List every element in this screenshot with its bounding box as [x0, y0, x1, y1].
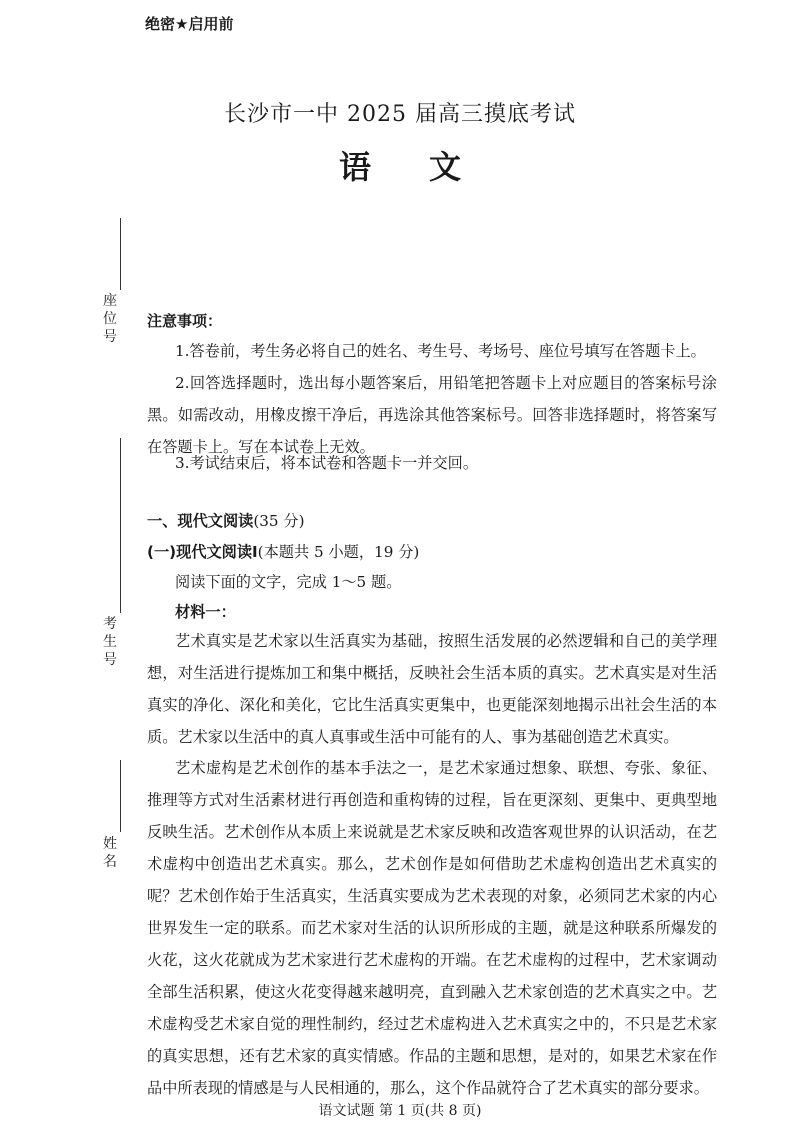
subsection-title: (一)现代文阅读Ⅰ — [147, 543, 258, 561]
exam-title: 长沙市一中 2025 届高三摸底考试 — [224, 102, 576, 127]
notice-item-3: 3.考试结束后，将本试卷和答题卡一并交回。 — [175, 454, 479, 472]
section-score: (35 分) — [253, 512, 305, 530]
material-paragraph-2: 艺术虚构是艺术创作的基本手法之一，是艺术家通过想象、联想、夸张、象征、推理等方式对生活素材进行再创造和重构铸的过程，旨在更深刻、更集中、更典型地反映生活。艺术创作从本质上来说就是艺术家反映和改造客观世界的认识活动，在艺术虚构中创造出艺术真实。那么，艺术创作是如何借助艺术虚构创造出艺术真实的呢？艺术创作始于生活真实，生活真实要成为艺术表现的对象，必须同艺术家的内心世界发生一定的联系。而艺术家对生活的认识所形成的主题，就是这种联系所爆发的火花，这火花就成为艺术家进行艺术虚构的开端。在艺术虚构的过程中，艺术家调动全部生活积累，使这火花变得越来越明亮，直到融入艺术家创造的艺术真实之中。艺术虚构受艺术家自觉的理性制约，经过艺术虚构进入艺术真实之中的，不只是艺术家的真实思想，还有艺术家的真实情感。作品的主题和思想，是对的，如果艺术家在作品中所表现的情感是与人民相通的，那么，这个作品就符合了艺术真实的部分要求。 — [147, 759, 717, 1097]
page-footer: 语文试题 第 1 页(共 8 页) — [318, 1103, 482, 1119]
material-paragraph-1: 艺术真实是艺术家以生活真实为基础，按照生活发展的必然逻辑和自己的美学理想，对生活进行提炼加工和集中概括，反映社会生活本质的真实。艺术真实是对生活真实的净化、深化和美化，它比生活真实更集中，也更能深刻地揭示出社会生活的本质。艺术家以生活中的真人真事或生活中可能有的人、事为基础创造艺术真实。 — [147, 632, 717, 746]
subsection-note: (本题共 5 小题，19 分) — [257, 543, 420, 561]
secret-mark: 绝密★启用前 — [145, 15, 234, 33]
section-heading — [147, 505, 717, 537]
reading-instruction: 阅读下面的文字，完成 1～5 题。 — [175, 573, 402, 591]
seat-label: 座位号 — [103, 293, 117, 345]
exam-no-line — [120, 438, 121, 613]
material-label: 材料一： — [175, 603, 236, 621]
section-title: 一、现代文阅读 — [147, 512, 254, 530]
name-line — [120, 760, 121, 832]
name-label: 姓名 — [103, 836, 117, 870]
subsection-heading — [147, 536, 717, 568]
notice-heading: 注意事项： — [147, 312, 223, 330]
subject-title: 语文 — [338, 148, 519, 186]
notice-item-1: 1.答卷前，考生务必将自己的姓名、考生号、考场号、座位号填写在答题卡上。 — [175, 342, 706, 360]
exam-no-label: 考生号 — [103, 616, 117, 668]
seat-line — [120, 218, 121, 290]
notice-item-2: 2.回答选择题时，选出每小题答案后，用铅笔把答题卡上对应题目的答案标号涂黑。如需改动，用橡皮擦干净后，再选涂其他答案标号。回答非选择题时，将答案写在答题卡上。写在本试卷上无效。 — [147, 374, 717, 456]
